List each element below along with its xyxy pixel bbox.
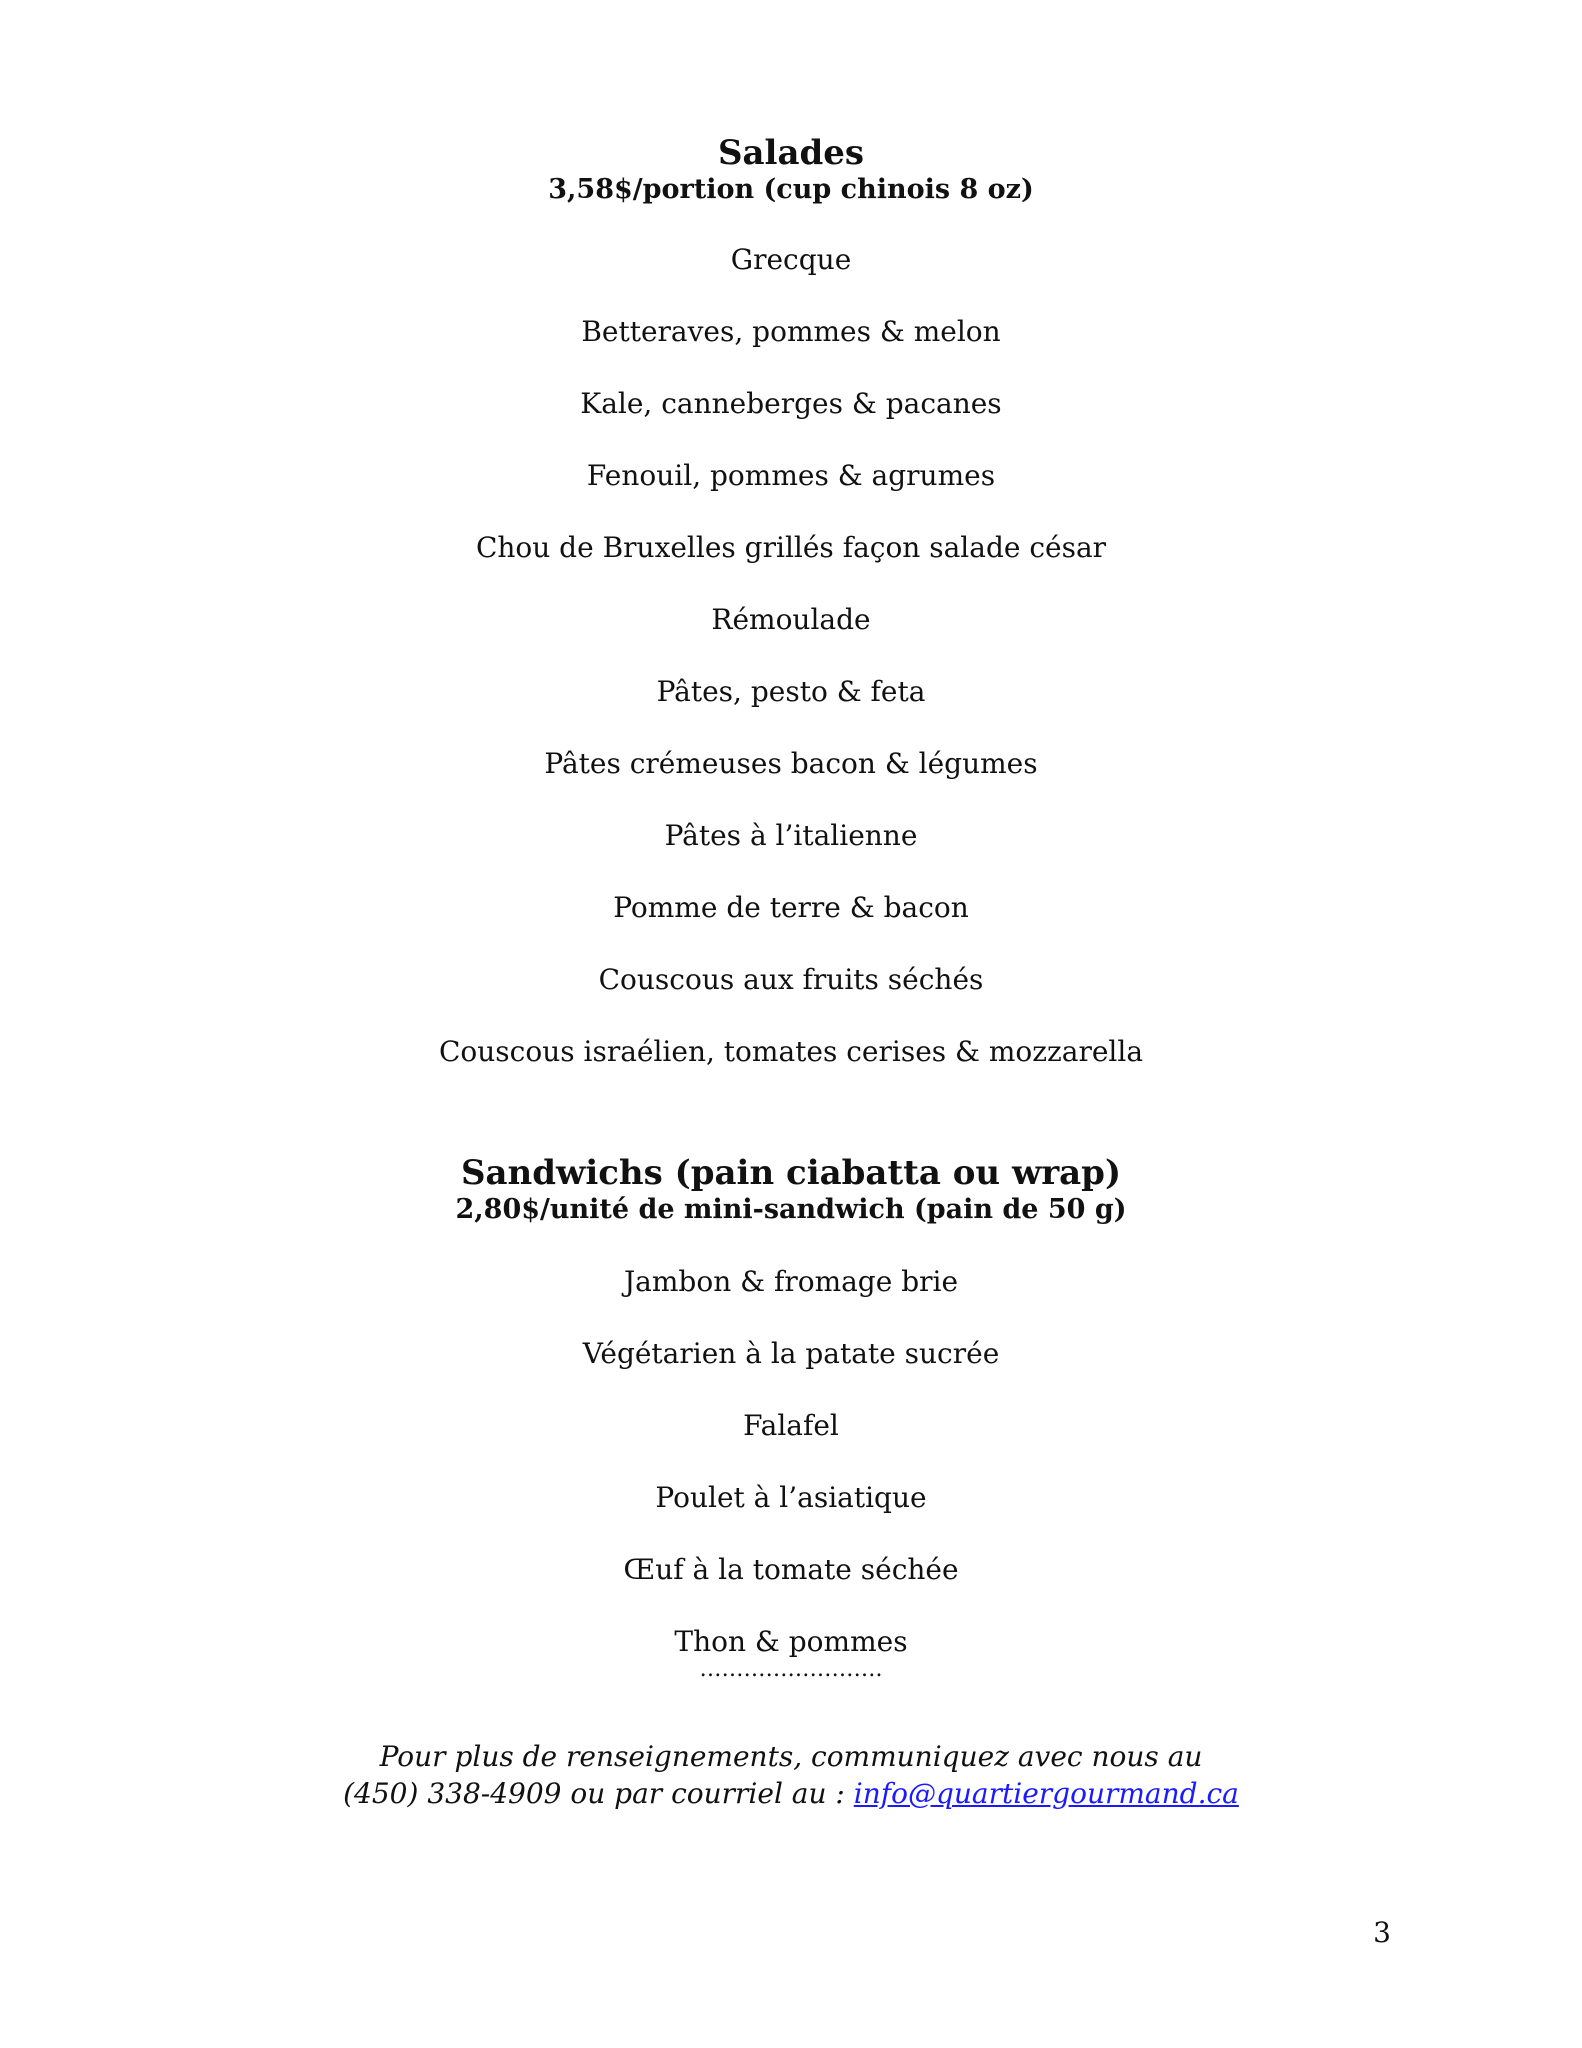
list-item: Fenouil, pommes & agrumes — [586, 459, 996, 492]
page-number: 3 — [1373, 1916, 1391, 1949]
list-item: Poulet à l’asiatique — [655, 1481, 927, 1514]
sandwichs-list — [0, 1265, 1582, 1659]
list-item: Chou de Bruxelles grillés façon salade césar — [475, 531, 1107, 564]
salades-section — [0, 133, 1582, 1107]
list-item: Couscous aux fruits séchés — [598, 963, 984, 996]
list-item: Pâtes à l’italienne — [664, 819, 918, 852]
list-item: Falafel — [743, 1409, 839, 1442]
salades-title: Salades — [717, 133, 865, 173]
list-item: Couscous israélien, tomates cerises & mozzarella — [438, 1035, 1144, 1068]
separator-dots: ……………………. — [699, 1657, 883, 1682]
contact-line-2 — [0, 1775, 1582, 1812]
list-item: Œuf à la tomate séchée — [623, 1553, 959, 1586]
list-item: Kale, canneberges & pacanes — [580, 387, 1002, 420]
list-item: Grecque — [730, 243, 852, 276]
list-item: Thon & pommes — [674, 1625, 908, 1658]
sandwichs-section — [0, 1153, 1582, 1681]
list-item: Pomme de terre & bacon — [613, 891, 969, 924]
list-item: Pâtes crémeuses bacon & légumes — [544, 747, 1038, 780]
salades-price: 3,58$/portion (cup chinois 8 oz) — [548, 174, 1034, 205]
list-item: Rémoulade — [711, 603, 871, 636]
salades-list — [0, 243, 1582, 1069]
sandwichs-price: 2,80$/unité de mini-sandwich (pain de 50 g) — [455, 1194, 1127, 1225]
sandwichs-title: Sandwichs (pain ciabatta ou wrap) — [460, 1153, 1122, 1193]
list-item: Betteraves, pommes & melon — [581, 315, 1001, 348]
contact-line-1: Pour plus de renseignements, communiquez avec nous au — [379, 1740, 1203, 1773]
contact-phone-text: (450) 338-4909 ou par courriel au : — [343, 1777, 854, 1810]
contact-info — [0, 1738, 1582, 1812]
list-item: Végétarien à la patate sucrée — [582, 1337, 1000, 1370]
list-item: Pâtes, pesto & feta — [656, 675, 926, 708]
list-item: Jambon & fromage brie — [623, 1265, 959, 1298]
email-link[interactable]: info@quartiergourmand.ca — [853, 1777, 1239, 1810]
